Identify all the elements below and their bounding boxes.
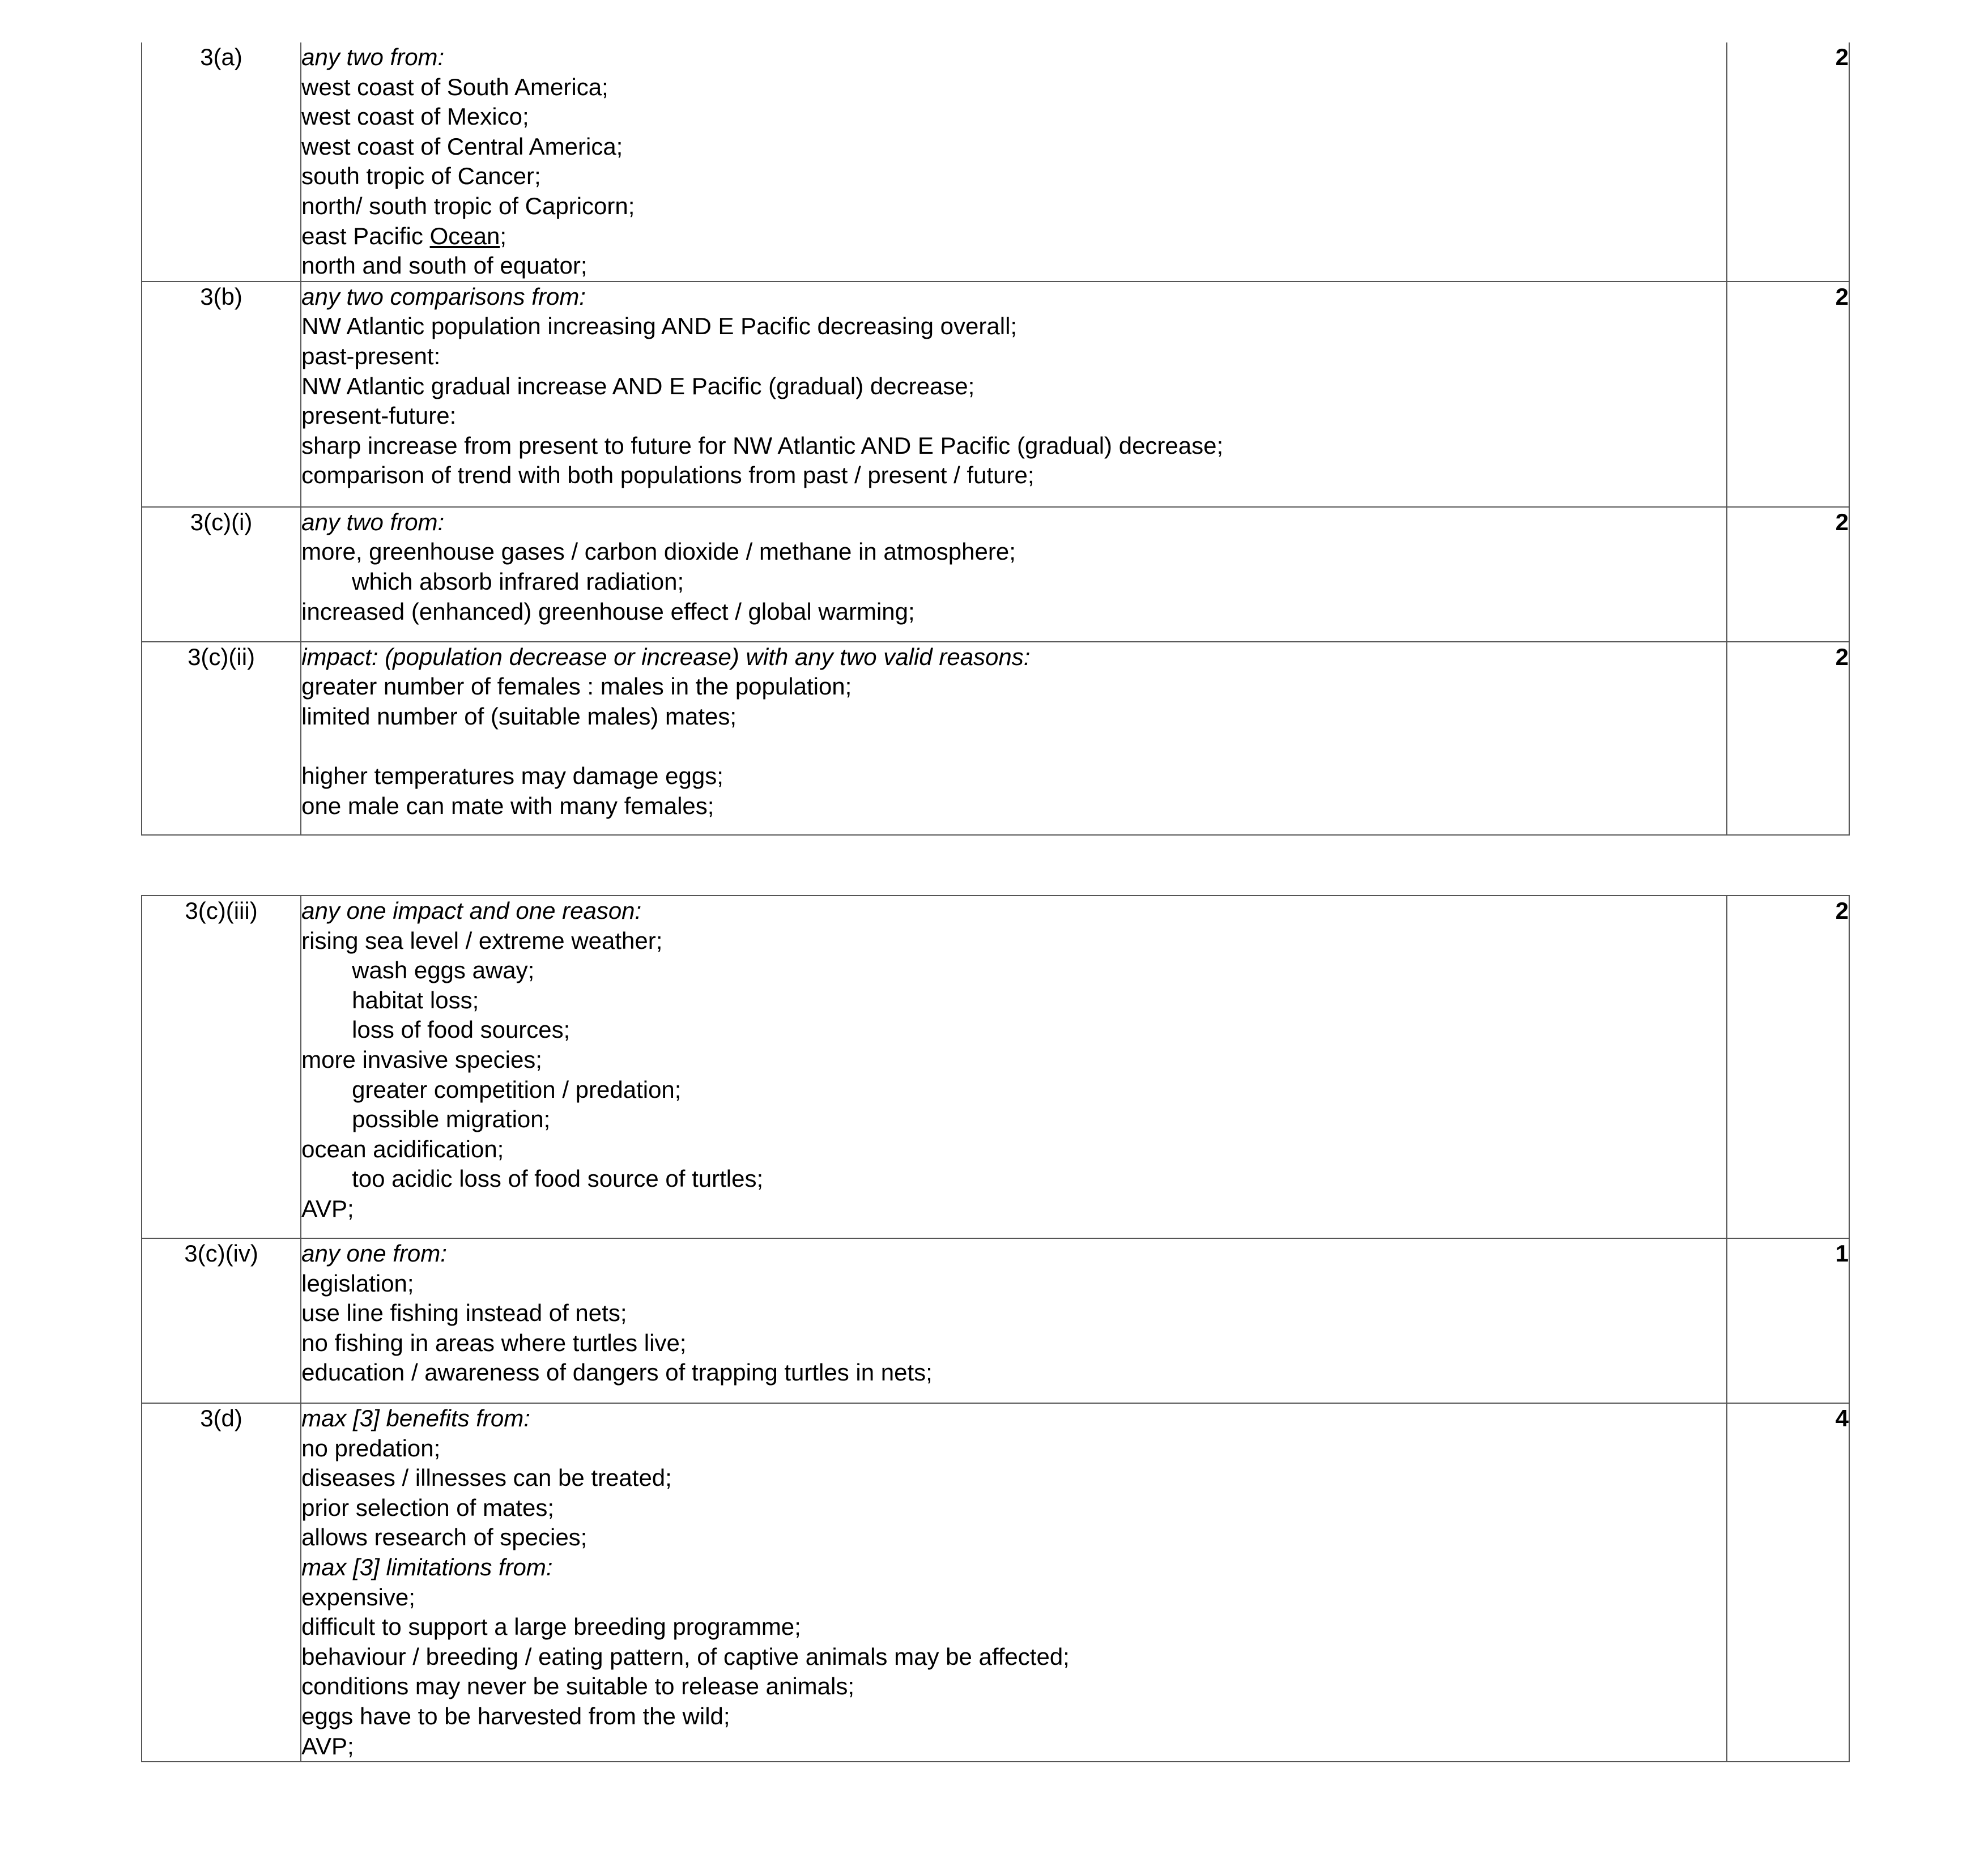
answer-text: east Pacific [301,222,430,249]
answer-text: NW Atlantic gradual increase AND E Pacific (gradual) decrease; [301,372,975,399]
answer-line [301,401,1726,431]
answer-line [301,1328,1726,1358]
answer-text: more, greenhouse gases / carbon dioxide / methane in atmosphere; [301,538,1016,565]
answer-text: max [3] benefits from: [301,1405,530,1431]
question-number: 3(b) [200,283,242,310]
question-number: 3(c)(i) [190,508,253,535]
marks-value: 2 [1835,44,1849,70]
answer-line [301,1612,1726,1642]
answer-cell [301,1403,1727,1762]
answer-line [301,1164,1726,1194]
answer-text: more invasive species; [301,1046,542,1073]
marks-value: 1 [1835,1240,1849,1267]
answer-line [301,986,1726,1016]
marks-cell [1727,42,1849,282]
answer-line [301,1075,1726,1105]
marks-cell [1727,642,1849,835]
answer-text: wash eggs away; [352,957,535,984]
answer-text: sharp increase from present to future for NW Atlantic AND E Pacific (gradual) decrease; [301,432,1224,459]
answer-line [301,1135,1726,1165]
answer-text: which absorb infrared radiation; [352,568,684,595]
answer-text: any two from: [301,508,445,535]
answer-cell [301,642,1727,835]
question-number-cell [142,642,301,835]
marks-value: 4 [1835,1405,1849,1431]
marks-cell [1727,507,1849,642]
answer-line [301,1434,1726,1464]
answer-text: loss of food sources; [352,1016,571,1043]
answer-heading [301,896,1726,926]
answer-line [301,672,1726,702]
question-number-cell [142,1403,301,1762]
answer-line [301,1493,1726,1523]
answer-line [301,1523,1726,1553]
answer-text: no predation; [301,1434,441,1461]
answer-line [301,761,1726,791]
answer-text: one male can mate with many females; [301,792,714,819]
question-number-cell [142,1238,301,1403]
answer-line [301,1642,1726,1672]
answer-line [301,1702,1726,1732]
marks-value: 2 [1835,897,1849,924]
answer-cell [301,896,1727,1238]
table-row [142,896,1849,1238]
answer-line [301,1463,1726,1493]
answer-text: eggs have to be harvested from the wild; [301,1702,730,1729]
answer-line [301,597,1726,627]
marks-value: 2 [1835,283,1849,310]
answer-text: any two comparisons from: [301,283,586,310]
answer-line [301,926,1726,956]
answer-line [301,567,1726,597]
answer-text: comparison of trend with both populations from past / present / future; [301,462,1035,489]
question-number: 3(c)(iv) [184,1240,258,1267]
answer-text-suffix: ; [500,222,506,249]
answer-line [301,1269,1726,1299]
answer-text: west coast of Central America; [301,133,623,160]
answer-spacer [301,732,1726,762]
answer-text: diseases / illnesses can be treated; [301,1464,672,1491]
table-row [142,507,1849,642]
question-number-cell [142,282,301,507]
answer-text: NW Atlantic population increasing AND E Pacific decreasing overall; [301,313,1018,340]
answer-line [301,1045,1726,1075]
answer-text: possible migration; [352,1106,551,1133]
table-row [142,1403,1849,1762]
table-row [142,642,1849,835]
question-number-cell [142,42,301,282]
answer-line [301,161,1726,191]
answer-text: limited number of (suitable males) mates; [301,702,737,730]
answer-line [301,1732,1726,1762]
mark-scheme-table-lower [141,895,1850,1762]
answer-line [301,1105,1726,1135]
answer-heading [301,1404,1726,1434]
answer-text: past-present: [301,342,441,369]
answer-text: present-future: [301,402,457,429]
answer-text: impact: (population decrease or increase) with any two valid reasons: [301,643,1031,670]
answer-text: behaviour / breeding / eating pattern, of captive animals may be affected; [301,1643,1070,1670]
marks-cell [1727,1403,1849,1762]
answer-line [301,312,1726,342]
answer-line [301,221,1726,252]
question-number: 3(d) [200,1405,242,1431]
answer-text: ocean acidification; [301,1135,504,1162]
mark-scheme-table-upper [141,42,1850,836]
marks-value: 2 [1835,643,1849,670]
question-number: 3(a) [200,44,242,70]
answer-line [301,191,1726,221]
answer-line [301,1015,1726,1045]
answer-text: conditions may never be suitable to release animals; [301,1673,854,1700]
answer-heading [301,1239,1726,1269]
answer-text: expensive; [301,1583,415,1610]
answer-line [301,372,1726,402]
answer-text: west coast of Mexico; [301,103,529,130]
answer-text: habitat loss; [352,986,479,1013]
question-number: 3(c)(ii) [188,643,256,670]
answer-text: increased (enhanced) greenhouse effect / global warming; [301,598,915,625]
question-number-cell [142,507,301,642]
answer-cell [301,282,1727,507]
answer-text: greater number of females : males in the population; [301,673,852,700]
answer-line [301,73,1726,103]
answer-line [301,1298,1726,1328]
answer-text: use line fishing instead of nets; [301,1299,627,1327]
answer-line [301,537,1726,567]
answer-line [301,1358,1726,1388]
marks-cell [1727,282,1849,507]
table-row [142,42,1849,282]
answer-text: AVP; [301,1195,354,1222]
answer-cell [301,507,1727,642]
answer-text: north/ south tropic of Capricorn; [301,192,635,219]
answer-line [301,702,1726,732]
answer-text: any one from: [301,1240,447,1267]
answer-line [301,1583,1726,1613]
answer-text: prior selection of mates; [301,1494,554,1521]
answer-heading [301,1553,1726,1583]
marks-cell [1727,1238,1849,1403]
answer-text: no fishing in areas where turtles live; [301,1329,687,1356]
answer-text: difficult to support a large breeding programme; [301,1613,801,1640]
answer-cell [301,1238,1727,1403]
marks-value: 2 [1835,508,1849,535]
answer-text: west coast of South America; [301,73,608,100]
answer-text: max [3] limitations from: [301,1553,553,1580]
answer-text: too acidic loss of food source of turtles; [352,1165,764,1192]
answer-line [301,251,1726,281]
table-row [142,282,1849,507]
answer-heading [301,642,1726,672]
question-number: 3(c)(iii) [185,897,258,924]
answer-line [301,132,1726,162]
answer-text: south tropic of Cancer; [301,163,541,190]
answer-text: any one impact and one reason: [301,897,642,924]
answer-text: AVP; [301,1732,354,1759]
answer-line [301,102,1726,132]
answer-text: any two from: [301,44,445,70]
answer-line [301,431,1726,461]
answer-text: higher temperatures may damage eggs; [301,762,723,790]
answer-text: allows research of species; [301,1524,588,1551]
table-row [142,1238,1849,1403]
answer-line [301,461,1726,491]
marks-cell [1727,896,1849,1238]
answer-text: education / awareness of dangers of trapping turtles in nets; [301,1359,933,1386]
answer-text: north and south of equator; [301,252,588,279]
answer-line [301,791,1726,821]
answer-text: rising sea level / extreme weather; [301,927,663,954]
answer-cell [301,42,1727,282]
question-number-cell [142,896,301,1238]
underlined-text: Ocean [429,222,500,249]
answer-text: greater competition / predation; [352,1076,682,1103]
answer-heading [301,508,1726,538]
answer-line [301,1672,1726,1702]
answer-text: legislation; [301,1269,414,1297]
answer-heading [301,282,1726,312]
answer-heading [301,42,1726,73]
answer-line [301,342,1726,372]
answer-line [301,1194,1726,1224]
answer-line [301,956,1726,986]
mark-scheme-sheet [141,42,1850,1817]
